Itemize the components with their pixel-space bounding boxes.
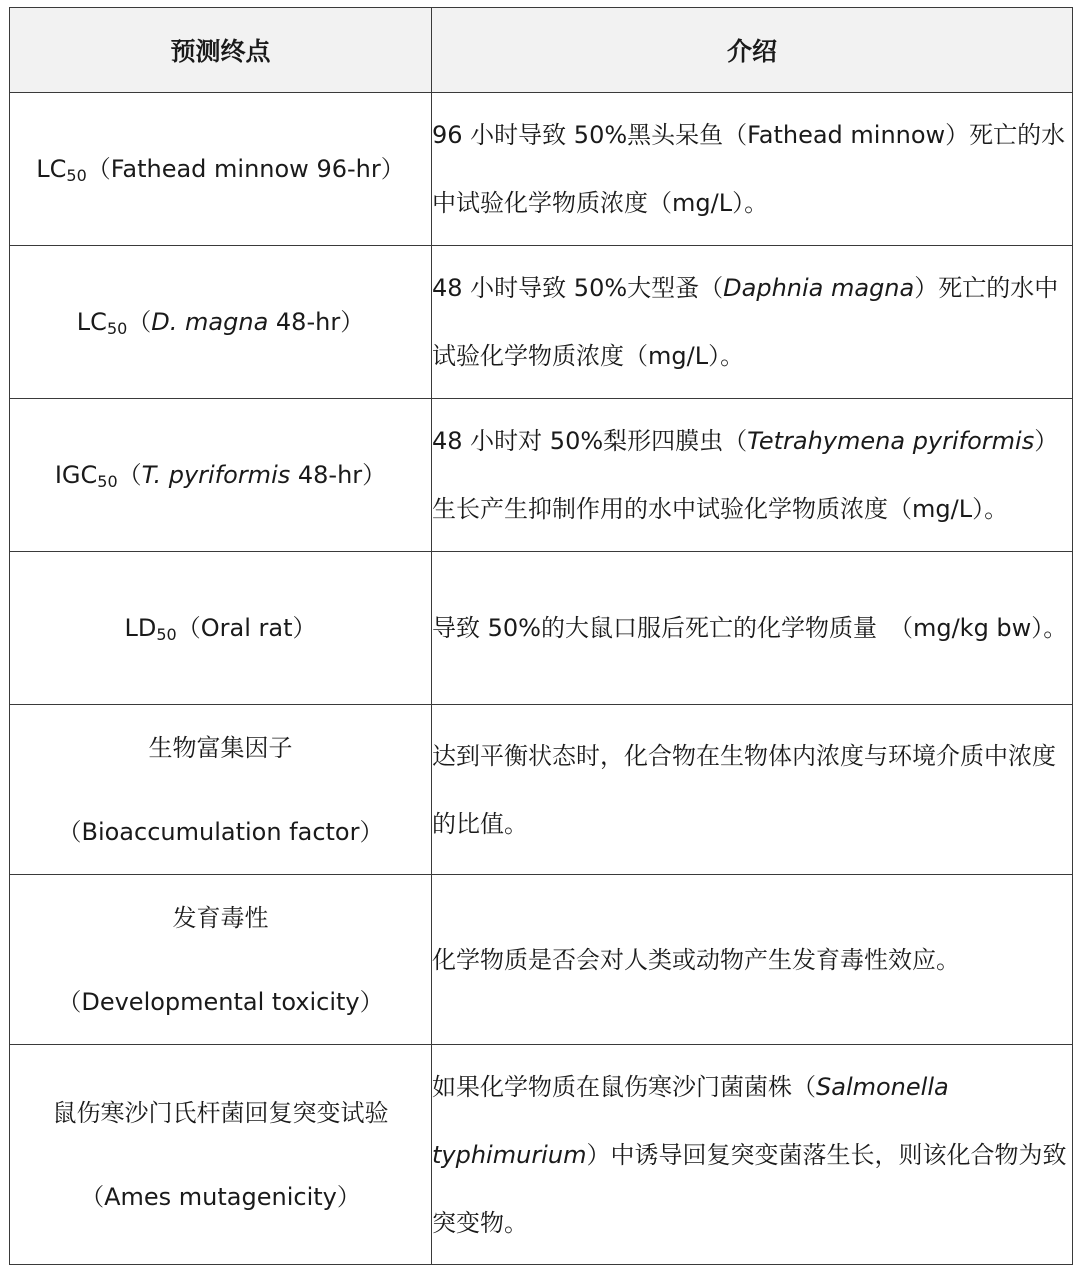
description-text: 48 小时对 50%梨形四膜虫（ [432,427,748,455]
table-row [10,1045,1073,1265]
description-text: ）生长产生抑制作用的水中试验化学物质浓度（mg/L）。 [432,427,1059,523]
endpoint-name [10,399,432,552]
table-row [10,552,1073,705]
species-name: Tetrahymena pyriformis [747,427,1035,455]
species-name: T. pyriformis [141,461,291,489]
species-name: Daphnia magna [723,274,915,302]
endpoint-name-cn: 生物富集因子 [148,733,293,762]
table-row [10,875,1073,1045]
endpoint-subscript: 50 [156,625,177,644]
description-text: ）中诱导回复突变菌落生长，则该化合物为致突变物。 [432,1140,1067,1237]
endpoint-description: 96 小时导致 50%黑头呆鱼（Fathead minnow）死亡的水中试验化学物质浓度（mg/L）。 [432,93,1073,246]
endpoint-prefix: LC [76,308,107,336]
endpoint-name-en: （Bioaccumulation factor） [57,817,384,846]
species-name: Salmonella typhimurium [432,1072,949,1169]
endpoint-name [10,1045,432,1265]
endpoint-name-en: （Ames mutagenicity） [80,1182,361,1211]
endpoint-suffix: 48-hr） [268,308,365,336]
endpoint-name [10,246,432,399]
species-name: D. magna [151,308,269,336]
endpoint-prefix: LD [124,614,157,642]
endpoint-description [432,1045,1073,1265]
table-row [10,399,1073,552]
endpoints-table [9,7,1073,1265]
endpoint-name [10,552,432,705]
description-text: ）死亡的水中试验化学物质浓度（mg/L）。 [432,274,1059,370]
endpoint-paren: （ [117,461,142,489]
description-text: 48 小时导致 50%大型蚤（ [432,274,724,302]
endpoint-name [10,875,432,1045]
endpoint-subscript: 50 [66,166,87,185]
endpoint-description: 化学物质是否会对人类或动物产生发育毒性效应。 [432,875,1073,1045]
endpoint-suffix: （Oral rat） [176,614,317,642]
endpoint-description [432,246,1073,399]
endpoint-suffix: 48-hr） [290,461,387,489]
endpoint-description: 达到平衡状态时，化合物在生物体内浓度与环境介质中浓度的比值。 [432,705,1073,875]
header-endpoint: 预测终点 [10,8,432,93]
header-introduction: 介绍 [432,8,1073,93]
table-row [10,93,1073,246]
endpoint-subscript: 50 [97,472,118,491]
endpoint-subscript: 50 [106,319,128,338]
table-row [10,705,1073,875]
endpoint-name-en: （Developmental toxicity） [57,987,384,1016]
table-row [10,246,1073,399]
description-text: 如果化学物质在鼠伤寒沙门菌菌株（ [432,1072,816,1101]
endpoint-suffix: （Fathead minnow 96-hr） [86,155,405,183]
endpoint-name [10,705,432,875]
endpoint-name [10,93,432,246]
endpoint-name-cn: 鼠伤寒沙门氏杆菌回复突变试验 [52,1098,389,1127]
endpoint-prefix: LC [36,155,67,183]
endpoint-prefix: IGC [54,461,98,489]
endpoint-name-cn: 发育毒性 [172,903,269,932]
table-header-row [10,8,1073,93]
endpoint-description: 导致 50%的大鼠口服后死亡的化学物质量 （mg/kg bw）。 [432,552,1073,705]
endpoint-description [432,399,1073,552]
endpoint-paren: （ [127,308,152,336]
